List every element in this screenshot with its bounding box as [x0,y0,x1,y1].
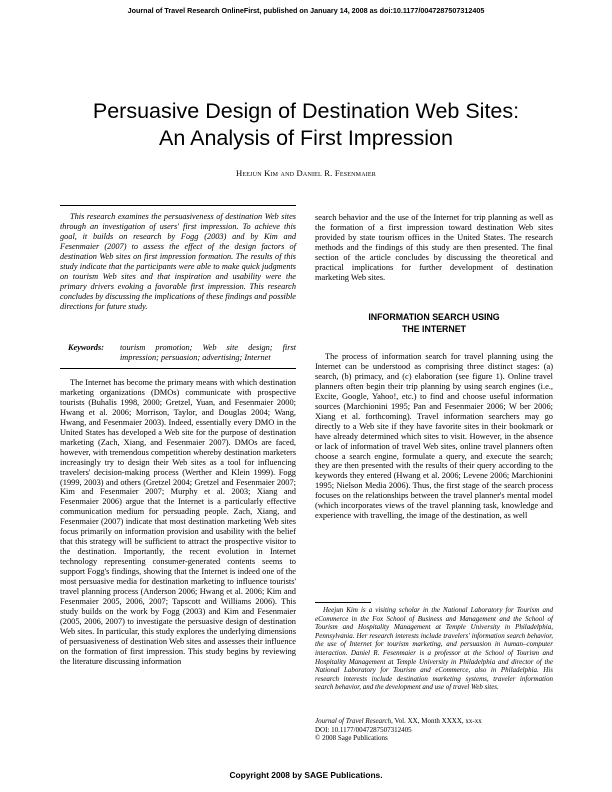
section-paragraph: The process of information search for travel planning using the Internet can be understood as comprising three distinct stages: (a) search, (b) primacy, and (c) elaboration (see figure 1). Online travel planners often begin their trip planning by using search engines (i.e., Excite, Google, Yahoo!, etc.) to find and choose useful information sources (Marchionini 1995; Pan and Fesenmaier 2006; W ber 2006; Xiang et al. forthcoming). Travel information searchers may go directly to a Web site if they have favorite sites in their bookmark or have already determined which sites to visit. However, in the absence or lack of information of travel Web sites, online travel planners often choose a search engine, formulate a query, and execute the search; they are then presented with the results of their query according to the keywords they entered (Hwang et al. 2006; Levene 2006; Marchionini 1995; Nielson Media 2006). Thus, the first stage of the search process focuses on the relationships between the travel planner's mental model (which incorporates views of the travel planning task, knowledge and experience with travelling, the image of the destination, as well [315,352,553,521]
footnote-rule [315,602,371,603]
article-title [0,98,612,152]
abstract-bottom-rule [60,368,296,369]
keywords-label: Keywords: [68,343,104,352]
keywords-list: tourism promotion; Web site design; first impression; persuasion; advertising; Internet [120,343,296,362]
author-footnote: Heejun Kim is a visiting scholar in the National Laboratory for Tourism and eCommerce in the Fox School of Business and Management and the School of Tourism and Hospitality Management at Temple University in Philadelphia, Pennsylvania. Her research interests include travelers' information search behavior, the use of Internet for tourism marketing, and persuasion in human–computer interaction. Daniel R. Fesenmaier is a professor at the School of Tourism and Hospitality Management at Temple University in Philadelphia and director of the National Laboratory for Tourism and eCommerce, also in Philadelphia. His research interests include destination marketing systems, traveler information search behavior, and the development and use of travel Web sites. [315,606,553,692]
abstract-top-rule [60,205,296,206]
author-names: Heejun Kim and Daniel R. Fesenmaier [235,168,376,178]
section-heading-line-2: THE INTERNET [401,324,467,334]
journal-name: Journal of Travel Research [315,717,392,725]
title-line-2: An Analysis of First Impression [159,126,453,150]
journal-citation [315,717,553,726]
journal-doi: DOI: 10.1177/0047287507312405 [315,725,412,734]
introduction-continued: search behavior and the use of the Internet for trip planning as well as the formation of a first impression toward destination Web sites provided by state tourism offices in the United States. The research methods and the findings of this study are then presented. The final section of the article concludes by discussing the theoretical and practical implications for further development of destination marketing Web sites. [315,213,553,282]
introduction-paragraph: The Internet has become the primary means with which destination marketing organizations (DMOs) communicate with prospective tourists (Buhalis 1998, 2000; Gretzel, Yuan, and Fesenmaier 2000; Hwang et al. 2006; Morrison, Taylor, and Douglas 2004; Wang, Hwang, and Fesenmaier 2003). Indeed, essentially every DMO in the United States has developed a Web site for the purpose of destination marketing (Zach, Xiang, and Fesenmaier 2007). DMOs are faced, however, with tremendous competition whereby destination marketers increasingly try to design their Web sites as a tool for influencing travelers' decision-making process (Werther and Klein 1999). Fogg (1999, 2003) and others (Gretzel 2004; Gretzel and Fesenmaier 2007; Kim and Fesenmaier 2007; Murphy et al. 2003; Xiang and Fesenmaier 2006) argue that the Internet is a particularly effective communication medium for persuading people. Zach, Xiang, and Fesenmaier (2007) indicate that most destination marketing Web sites focus primarily on information provision and usability with the belief that this strategy will be sufficient to attract the prospective visitor to the destination. Importantly, the recent evolution in Internet technology representing consumer-generated contents seems to support Fogg's findings, showing that the Internet is indeed one of the most persuasive media for destination marketing to influence tourists' travel planning process (Anderson 2006; Hwang et al. 2006; Kim and Fesenmaier 2005, 2006, 2007; Tapscott and Williams 2006). This study builds on the work by Fogg (2003) and Kim and Fesenmaier (2005, 2006, 2007) to investigate the persuasive design of destination Web sites. In particular, this study explores the underlying dimensions of persuasiveness of destination Web sites and assesses their influence on the formation of first impression. This study begins by reviewing the literature discussing information [60,378,296,666]
abstract-text: This research examines the persuasiveness of destination Web sites through an investigation of users' first impression. To achieve this goal, it builds on research by Fogg (2003) and by Kim and Fesenmaier (2007) to assess the effect of the design factors of destination Web sites on first impression formation. The results of this study indicate that the participants were able to make quick judgments on tourism Web sites and that inspiration and usability were the primary drivers evoking a favorable first impression. This research concludes by discussing the implications of these findings and possible directions for future study. [60,212,296,311]
journal-volume: , Vol. XX, Month XXXX, xx-xx [391,717,482,725]
published-online-line: Journal of Travel Research OnlineFirst, published on January 14, 2008 as doi:10.1177/0047287507312405 [127,6,485,15]
journal-publisher: © 2008 Sage Publications [315,734,388,743]
section-heading [315,311,553,335]
copyright-footer: Copyright 2008 by SAGE Publications. [229,770,383,780]
section-heading-line-1: INFORMATION SEARCH USING [368,312,500,322]
journal-info [315,717,553,743]
title-line-1: Persuasive Design of Destination Web Sites: [92,99,520,123]
